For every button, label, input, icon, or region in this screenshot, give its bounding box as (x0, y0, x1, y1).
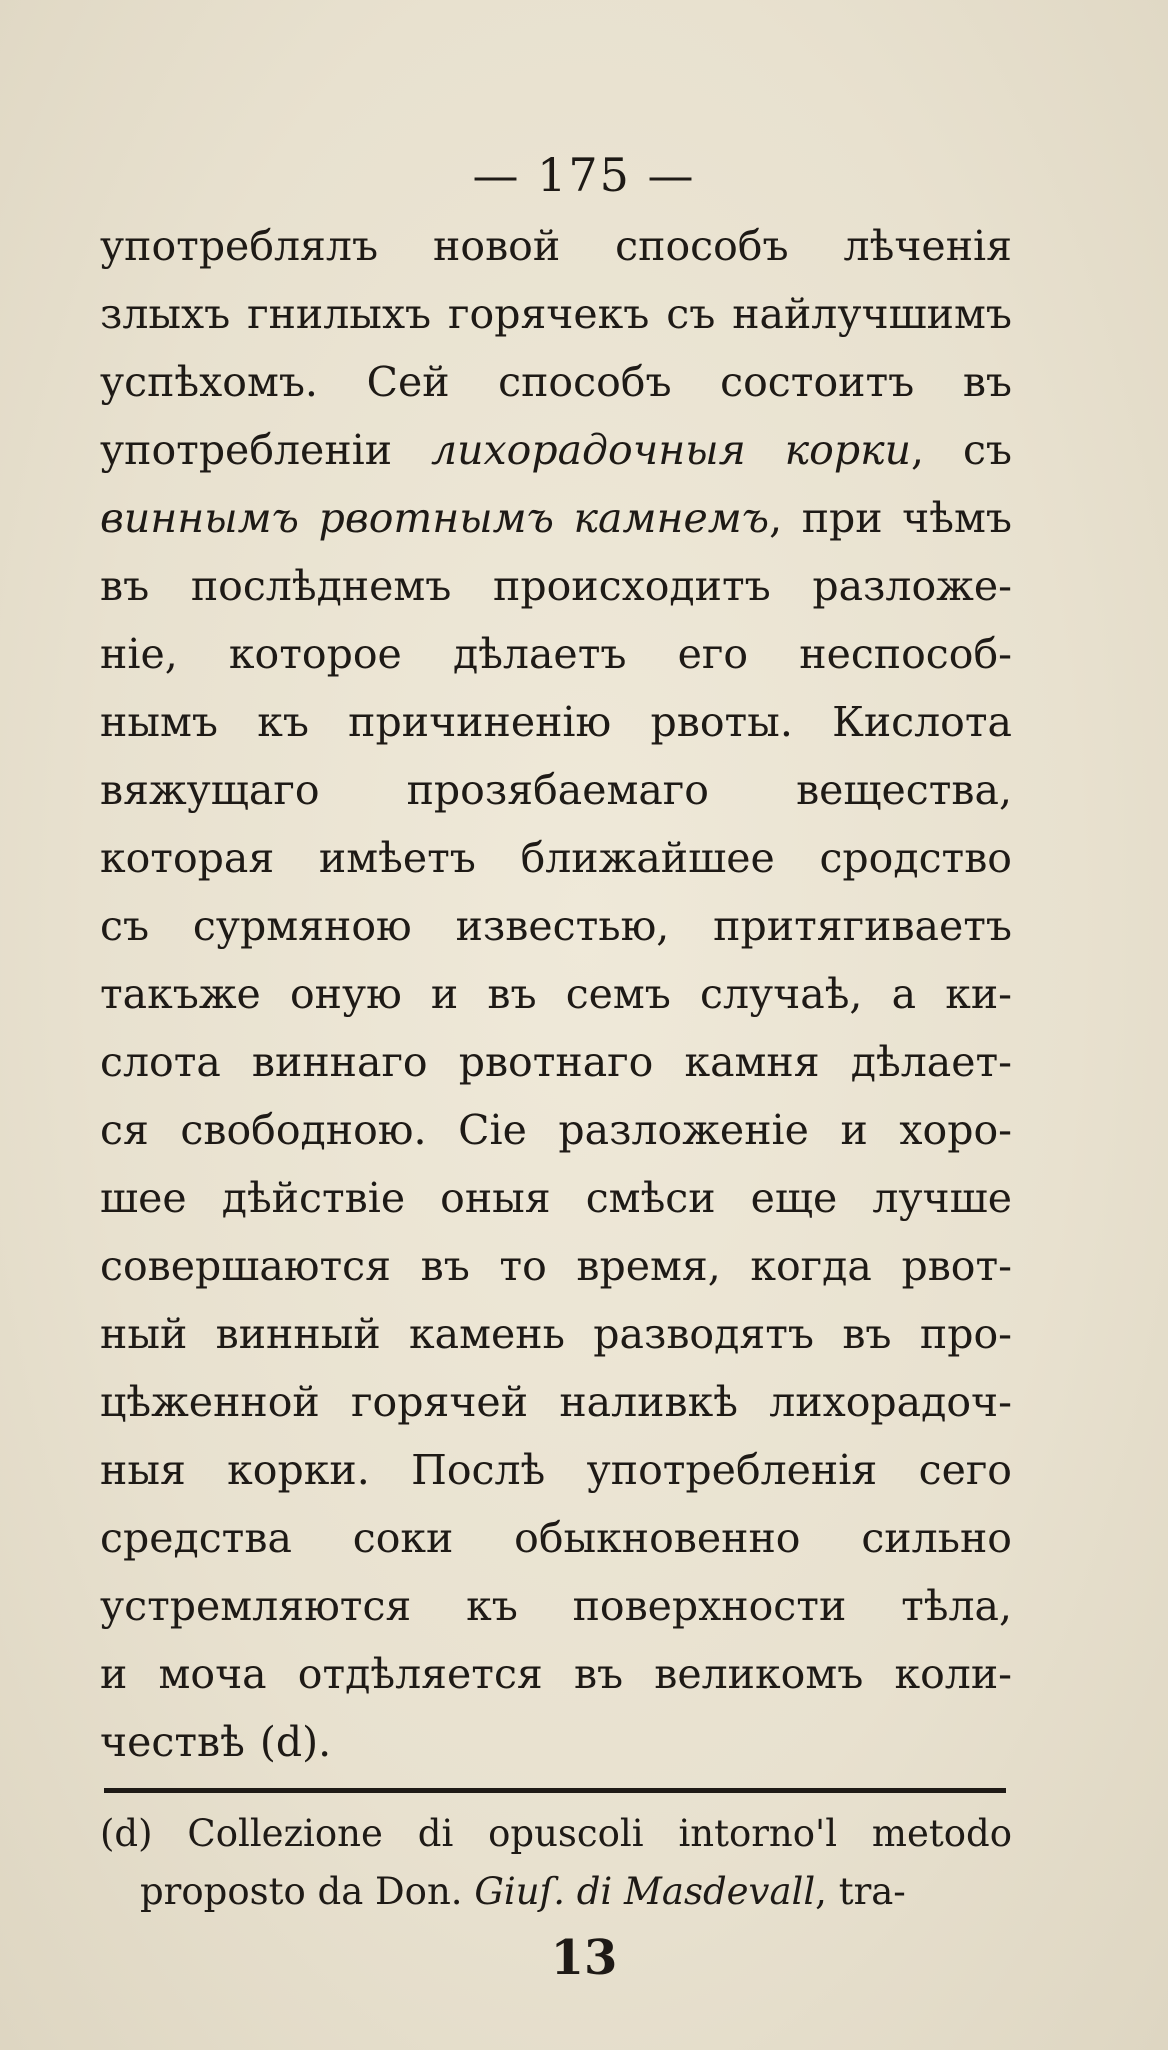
footnote (100, 1805, 1012, 1921)
text-run: вяжущаго прозябаемаго вещества, (100, 766, 1012, 814)
text-run: , tra- (815, 1870, 906, 1913)
text-line (100, 1436, 1012, 1504)
text-run: ніе, которое дѣлаетъ его неспособ- (100, 630, 1012, 678)
text-run: , съ (910, 426, 1012, 474)
text-line (100, 960, 1012, 1028)
text-run: , при чѣмъ (769, 494, 1012, 542)
text-line (100, 1300, 1012, 1368)
text-line (100, 484, 1012, 552)
text-run: въ послѣднемъ происходитъ разложе- (100, 562, 1012, 610)
text-run: съ сурмяною известью, притягиваетъ (100, 902, 1012, 950)
text-run: нымъ къ причиненію рвоты. Кислота (100, 698, 1012, 746)
text-line (100, 552, 1012, 620)
text-line (100, 1504, 1012, 1572)
text-line (100, 756, 1012, 824)
text-run: которая имѣетъ ближайшее сродство (100, 834, 1012, 882)
text-run: употребленіи (100, 426, 432, 474)
text-line (100, 1028, 1012, 1096)
text-line (100, 892, 1012, 960)
text-run: злыхъ гнилыхъ горячекъ съ найлучшимъ (100, 290, 1012, 338)
text-line (100, 688, 1012, 756)
footnote-divider (104, 1788, 1006, 1793)
page-number-header: — 175 — (472, 148, 696, 202)
text-run: слота виннаго рвотнаго камня дѣлает- (100, 1038, 1012, 1086)
text-run: совершаются въ то время, когда рвот- (100, 1242, 1012, 1290)
italic-phrase: лихорадочныя корки (431, 426, 911, 474)
italic-phrase: виннымъ рвотнымъ камнемъ (100, 494, 770, 542)
text-run: ный винный камень разводятъ въ про- (100, 1310, 1012, 1358)
text-run: употреблялъ новой способъ лѣченія (100, 222, 1012, 270)
text-run: proposto da Don. (140, 1870, 475, 1913)
text-line (100, 348, 1012, 416)
text-line (100, 1164, 1012, 1232)
text-run: ся свободною. Сіе разложеніе и хоро- (100, 1106, 1012, 1154)
text-run: такъже оную и въ семъ случаѣ, а ки- (100, 970, 1012, 1018)
text-line (100, 1232, 1012, 1300)
text-line (100, 212, 1012, 280)
text-line (100, 416, 1012, 484)
italic-phrase: Giuſ. di Masdevall (474, 1870, 816, 1913)
text-run: средства соки обыкновенно сильно (100, 1514, 1012, 1562)
text-line (100, 1572, 1012, 1640)
text-line (100, 1096, 1012, 1164)
text-run: шее дѣйствіе оныя смѣси еще лучше (100, 1174, 1012, 1222)
text-line (100, 1708, 1012, 1776)
footnote-line-1: (d) Collezione di opuscoli intorno'l metodo (100, 1812, 1012, 1855)
text-line (100, 824, 1012, 892)
text-run: устремляются къ поверхности тѣла, (100, 1582, 1012, 1630)
text-line (100, 1640, 1012, 1708)
text-run: цѣженной горячей наливкѣ лихорадоч- (100, 1378, 1012, 1426)
text-run: ныя корки. Послѣ употребленія сего (100, 1446, 1012, 1494)
text-line (100, 280, 1012, 348)
footnote-line-2 (100, 1863, 1012, 1921)
text-line (100, 620, 1012, 688)
text-line (100, 1368, 1012, 1436)
text-run: и моча отдѣляется въ великомъ коли- (100, 1650, 1012, 1698)
text-run: успѣхомъ. Сей способъ состоитъ въ (100, 358, 1012, 406)
signature-mark: 13 (550, 1930, 618, 1986)
body-text (100, 212, 1012, 1776)
text-run: чествѣ (d). (100, 1718, 332, 1766)
